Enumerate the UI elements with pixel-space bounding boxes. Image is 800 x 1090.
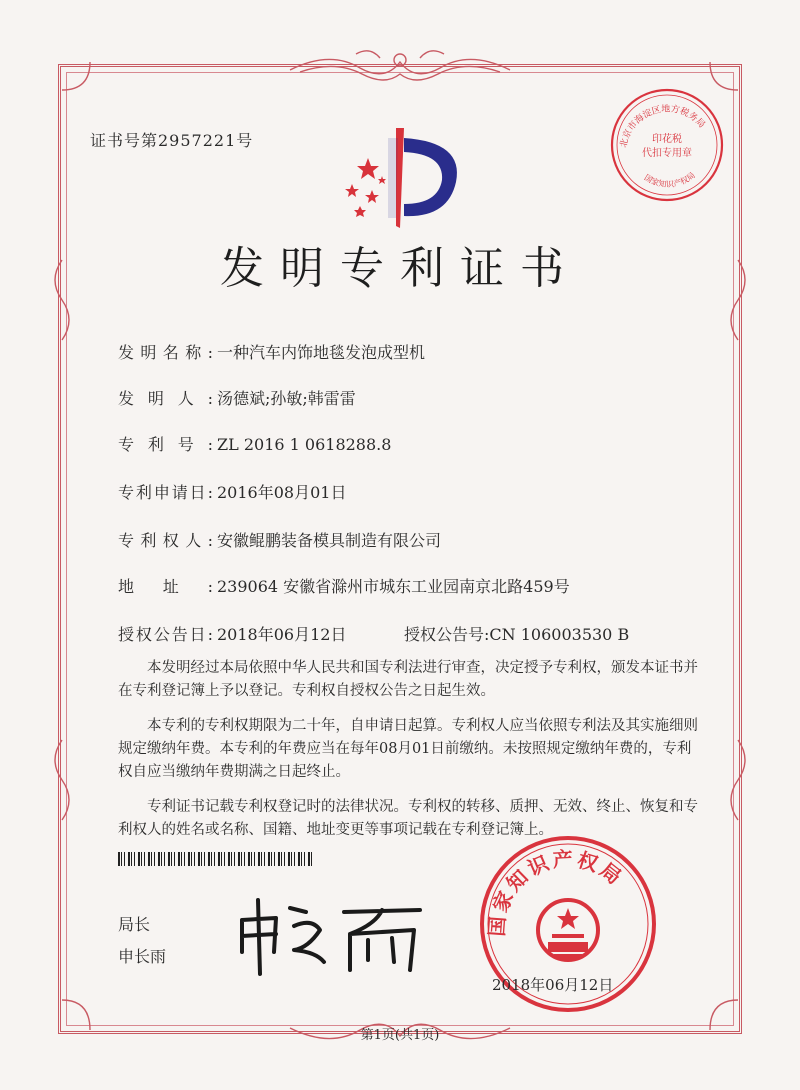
barcode-bar (158, 852, 160, 866)
barcode-bar (191, 852, 192, 866)
barcode-bar (311, 852, 312, 866)
field-value: 2016年08月01日 (217, 483, 347, 502)
barcode-bar (184, 852, 185, 866)
director-title: 局长 (118, 915, 151, 934)
barcode-bar (248, 852, 250, 866)
field-value: CN 106003530 B (489, 625, 630, 644)
barcode-bar (194, 852, 195, 866)
field-grant-number (404, 622, 629, 645)
barcode-bar (291, 852, 292, 866)
field-label: 发明人: (118, 389, 213, 408)
field-label: 专利号: (118, 435, 213, 454)
barcode-bar (261, 852, 262, 866)
body-paragraph: 本发明经过本局依照中华人民共和国专利法进行审查，决定授予专利权，颁发本证书并在专利登记簿上予以登记。专利权自授权公告之日起生效。 (118, 660, 698, 699)
barcode-bar (148, 852, 150, 866)
barcode-bar (238, 852, 240, 866)
body-paragraph: 专利证书记载专利权登记时的法律状况。专利权的转移、质押、无效、终止、恢复和专利权人的姓名或名称、国籍、地址变更等事项记载在专利登记簿上。 (118, 799, 698, 838)
barcode-bar (171, 852, 172, 866)
field-label: 地址: (118, 577, 213, 596)
barcode-bar (304, 852, 305, 866)
field-patentee (118, 528, 441, 551)
barcode-bar (234, 852, 235, 866)
barcode-bar (298, 852, 300, 866)
field-patent-number (118, 432, 391, 455)
handwritten-signature (232, 890, 432, 980)
barcode-bar (214, 852, 215, 866)
svg-text:国家知识产权局: 国家知识产权局 (642, 170, 697, 190)
national-emblem-icon (538, 900, 598, 960)
barcode-bar (131, 852, 132, 866)
page-footer: 第1页(共1页) (360, 1028, 440, 1043)
certificate-number: 证书号第2957221号 (90, 131, 254, 150)
field-value: 安徽鲲鹏装备模具制造有限公司 (217, 531, 442, 550)
barcode-bar (258, 852, 260, 866)
barcode-bar (204, 852, 205, 866)
field-value: 汤德斌;孙敏;韩雷雷 (217, 389, 356, 408)
barcode-bar (201, 852, 202, 866)
barcode-bar (284, 852, 285, 866)
field-label: 专利权人: (118, 531, 213, 550)
field-filing-date (118, 480, 346, 503)
body-paragraph: 本专利的专利权期限为二十年，自申请日起算。专利权人应当依照专利法及其实施细则规定缴纳年费。本专利的年费应当在每年08月01日前缴纳。未按照规定缴纳年费的，专利权自应当缴纳年费期满之日起终止。 (118, 718, 698, 780)
field-label: 授权公告号: (404, 625, 490, 644)
svg-text:国家知识产权局 (484, 847, 628, 938)
barcode-bar (164, 852, 165, 866)
barcode-bar (138, 852, 140, 866)
barcode-bar (221, 852, 222, 866)
field-grant-date (118, 622, 346, 645)
barcode-bar (218, 852, 220, 866)
seal-arc-text: 国家知识产权局 (484, 846, 629, 938)
field-invention-name (118, 340, 425, 363)
barcode (118, 852, 314, 866)
barcode-bar (244, 852, 245, 866)
barcode-bar (121, 852, 122, 866)
barcode-bar (241, 852, 242, 866)
barcode-bar (254, 852, 255, 866)
svg-text:印花税: 印花税 (652, 134, 682, 145)
barcode-bar (144, 852, 145, 866)
barcode-bar (231, 852, 232, 866)
barcode-bar (181, 852, 182, 866)
barcode-bar (188, 852, 190, 866)
svg-text:代扣专用章: 代扣专用章 (642, 148, 692, 159)
barcode-bar (224, 852, 225, 866)
barcode-bar (251, 852, 252, 866)
field-address (118, 574, 570, 597)
field-label: 专利申请日: (118, 483, 213, 502)
barcode-bar (178, 852, 180, 866)
barcode-bar (124, 852, 125, 866)
barcode-bar (281, 852, 282, 866)
barcode-bar (268, 852, 270, 866)
barcode-bar (168, 852, 170, 866)
barcode-bar (264, 852, 265, 866)
barcode-bar (141, 852, 142, 866)
patent-office-logo (338, 118, 468, 228)
barcode-bar (301, 852, 302, 866)
field-value: 2018年06月12日 (217, 625, 347, 644)
field-value: 一种汽车内饰地毯发泡成型机 (217, 343, 426, 362)
barcode-bar (128, 852, 130, 866)
barcode-bar (294, 852, 295, 866)
barcode-bar (288, 852, 290, 866)
field-inventor (118, 386, 356, 409)
barcode-bar (154, 852, 155, 866)
barcode-bar (161, 852, 162, 866)
barcode-bar (228, 852, 230, 866)
field-value: 239064 安徽省滁州市城东工业园南京北路459号 (217, 577, 570, 596)
director-name: 申长雨 (118, 947, 167, 966)
certificate-body (118, 657, 698, 854)
barcode-bar (151, 852, 152, 866)
certificate-title: 发明专利证书 (220, 243, 580, 294)
barcode-bar (118, 852, 120, 866)
barcode-bar (271, 852, 272, 866)
barcode-bar (274, 852, 275, 866)
barcode-bar (208, 852, 210, 866)
field-label: 授权公告日: (118, 625, 213, 644)
field-label: 发明名称: (118, 343, 213, 362)
tax-seal-stamp (608, 86, 726, 204)
barcode-bar (278, 852, 280, 866)
field-value: ZL 2016 1 0618288.8 (217, 435, 392, 454)
barcode-bar (308, 852, 310, 866)
barcode-bar (198, 852, 200, 866)
tax-seal-arc-text: 北京市海淀区地方税务局 (618, 104, 707, 149)
seal-date: 2018年06月12日 (492, 976, 614, 994)
barcode-bar (174, 852, 175, 866)
barcode-bar (134, 852, 135, 866)
barcode-bar (211, 852, 212, 866)
